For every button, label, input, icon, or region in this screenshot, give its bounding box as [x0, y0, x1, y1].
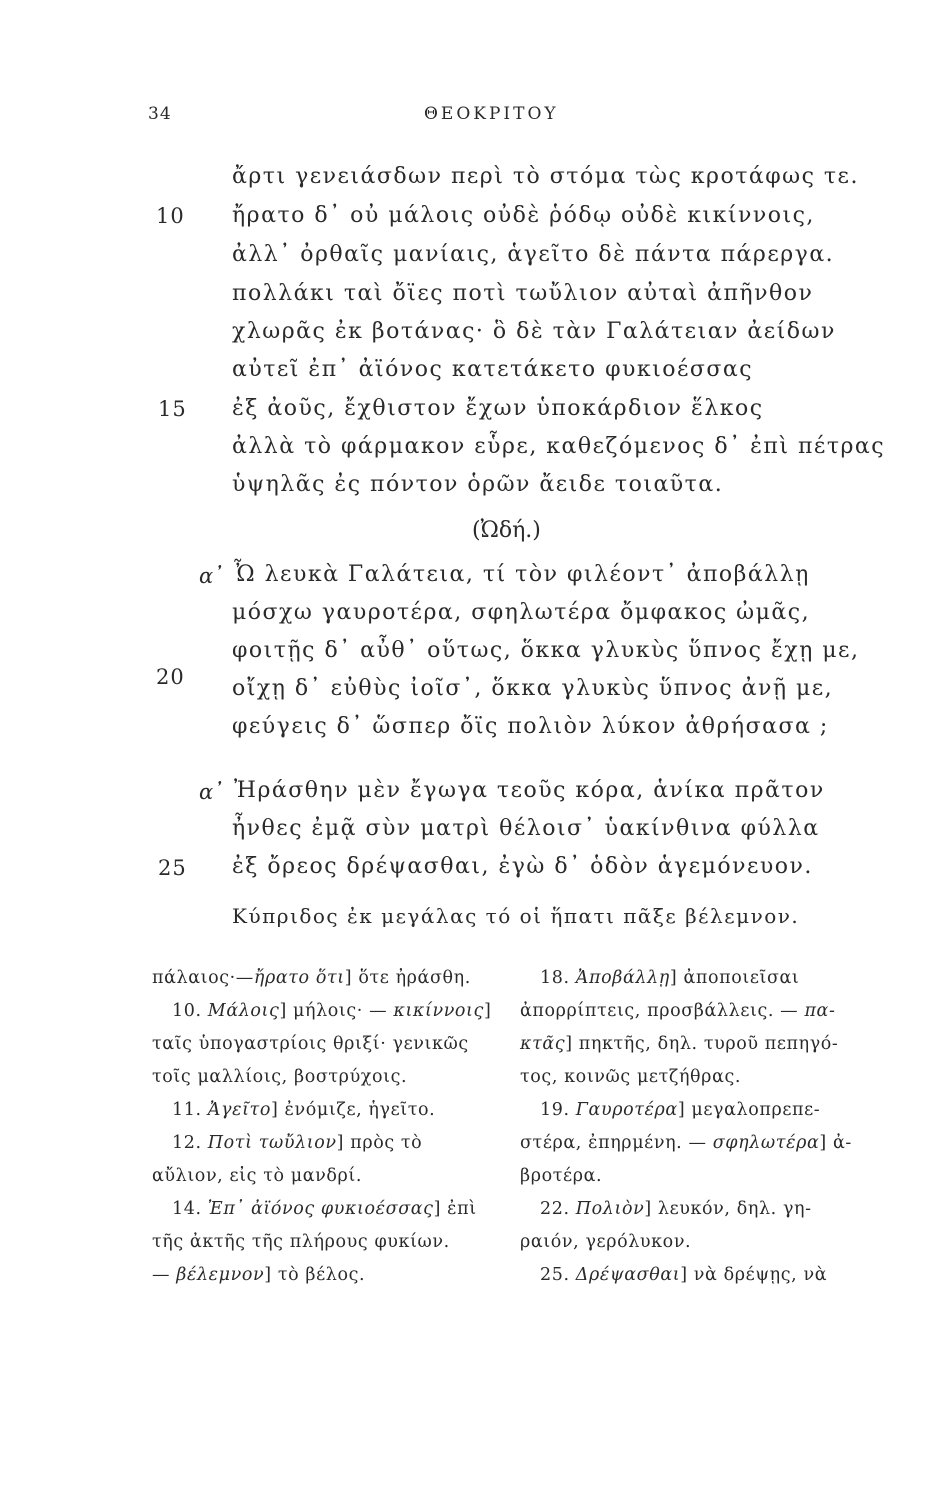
footnote-text: ] λευκόν, δηλ. γη- — [644, 1199, 812, 1219]
verse-line: ἤρατο δ᾽ οὐ μάλοις οὐδὲ ῥόδῳ οὐδὲ κικίννοις, — [232, 203, 815, 228]
footnote-text: 12. — [172, 1133, 208, 1153]
stanza-mark: α᾽ — [199, 780, 224, 804]
footnote-lemma: Πολιὸν — [575, 1199, 645, 1219]
footnote-text: ] πρὸς τὸ — [336, 1133, 423, 1153]
footnote-lemma: κτᾶς — [520, 1034, 566, 1054]
footnote-lemma: Ἐπ᾽ ἀϊόνος φυκιοέσσας — [207, 1199, 434, 1219]
verse-line-last: Κύπριδος ἐκ μεγάλας τό οἱ ἥπατι πᾶξε βέλεμνον. — [232, 904, 800, 928]
footnote-text: ] πηκτῆς, δηλ. τυροῦ πεπηγό- — [565, 1034, 839, 1054]
verse-line: ἀλλὰ τὸ φάρμακον εὗρε, καθεζόμενος δ᾽ ἐπὶ πέτρας — [232, 434, 886, 459]
footnote-text: 25. — [540, 1265, 576, 1285]
footnote-text: στέρα, ἐπηρμένη. — — [520, 1133, 713, 1153]
verse-line: πολλάκι ταὶ ὄϊες ποτὶ τωὔλιον αὐταὶ ἀπῆνθον — [232, 281, 814, 306]
verse-line: ἦνθες ἐμᾷ σὺν ματρὶ θέλοισ᾽ ὑακίνθινα φύλλα — [232, 816, 820, 841]
footnote-lemma: Μάλοις — [207, 1001, 280, 1021]
verse-line: μόσχω γαυροτέρα, σφηλωτέρα ὄμφακος ὠμᾶς, — [232, 600, 811, 625]
footnote-text: 18. — [540, 968, 576, 988]
footnote-lemma: κικίννοις — [393, 1001, 484, 1021]
footnote-text: ] νὰ δρέψῃς, νὰ — [680, 1265, 828, 1285]
footnote-line: τος, κοινῶς μετζήθρας. — [520, 1067, 742, 1087]
footnote-text: 22. — [540, 1199, 576, 1219]
footnote-line: τῆς ἀκτῆς τῆς πλήρους φυκίων. — [152, 1232, 450, 1252]
footnote-text: — — [152, 1265, 177, 1285]
line-number-15: 15 — [158, 397, 187, 421]
footnote-text: 14. — [172, 1199, 208, 1219]
page-number: 34 — [148, 104, 172, 124]
verse-line: ἀλλ᾽ ὀρθαῖς μανίαις, ἁγεῖτο δὲ πάντα πάρεργα. — [232, 242, 835, 267]
line-number-25: 25 — [158, 856, 187, 880]
footnote-text: 11. — [172, 1100, 208, 1120]
footnote-line: αὔλιον, εἰς τὸ μανδρί. — [152, 1166, 363, 1186]
footnote-line — [540, 1199, 812, 1219]
footnote-line: ραιόν, γερόλυκον. — [520, 1232, 692, 1252]
verse-line: ἄρτι γενειάσδων περὶ τὸ στόμα τὼς κροτάφως τε. — [232, 164, 859, 189]
footnote-text: ] μήλοις· — — [279, 1001, 394, 1021]
footnote-line — [152, 1265, 365, 1285]
line-number-20: 20 — [156, 665, 185, 689]
footnote-line — [172, 1199, 477, 1219]
verse-line: αὐτεῖ ἐπ᾽ ἀϊόνος κατετάκετο φυκιοέσσας — [232, 357, 754, 382]
footnote-line — [520, 1001, 835, 1021]
verse-line: ἐξ ἀοῦς, ἔχθιστον ἔχων ὑποκάρδιον ἕλκος — [232, 396, 764, 421]
footnote-line: τοῖς μαλλίοις, βοστρύχοις. — [152, 1067, 408, 1087]
footnote-line — [540, 968, 799, 988]
footnote-text: ] μεγαλοπρεπε- — [677, 1100, 821, 1120]
footnote-text: ] τὸ βέλος. — [264, 1265, 366, 1285]
footnote-line — [540, 1265, 827, 1285]
stanza-mark: α᾽ — [199, 564, 224, 588]
ode-heading: (Ὠδή.) — [472, 518, 541, 543]
footnote-line — [172, 1133, 422, 1153]
footnote-lemma: Ἀποβάλλῃ — [575, 968, 670, 988]
footnote-lemma: βέλεμνον — [176, 1265, 265, 1285]
verse-line: φοιτῇς δ᾽ αὖθ᾽ οὕτως, ὅκκα γλυκὺς ὕπνος ἔχῃ με, — [232, 638, 860, 663]
footnote-lemma: πα- — [804, 1001, 836, 1021]
footnote-lemma: Ποτὶ τωὔλιον — [207, 1133, 337, 1153]
footnote-text: ] ἀ- — [819, 1133, 852, 1153]
verse-line: Ὦ λευκὰ Γαλάτεια, τί τὸν φιλέοντ᾽ ἀποβάλλῃ — [234, 562, 810, 587]
footnote-line — [172, 1001, 510, 1021]
footnote-text: 19. — [540, 1100, 576, 1120]
footnote-text: ] ἐνόμιζε, ἡγεῖτο. — [270, 1100, 436, 1120]
footnote-text: ] ὅτε ἠράσθη. — [344, 968, 471, 988]
footnote-lemma: σφηλωτέρα — [712, 1133, 820, 1153]
footnote-lemma: Γαυροτέρα — [575, 1100, 678, 1120]
footnote-text: ] — [483, 1001, 492, 1021]
footnote-line — [152, 968, 510, 988]
verse-line: οἴχῃ δ᾽ εὐθὺς ἰοῖσ᾽, ὅκκα γλυκὺς ὕπνος ἀνῇ με, — [232, 676, 834, 701]
running-title: ΘΕΟΚΡΙΤΟΥ — [424, 104, 559, 124]
verse-line: φεύγεις δ᾽ ὥσπερ ὄϊς πολιὸν λύκον ἀθρήσασα ; — [232, 714, 829, 739]
footnote-line — [540, 1100, 820, 1120]
verse-line: ἐξ ὄρεος δρέψασθαι, ἐγὼ δ᾽ ὁδὸν ἁγεμόνευον. — [232, 854, 813, 879]
footnote-lemma: Ἀγεῖτο — [207, 1100, 271, 1120]
footnote-line: ταῖς ὑπογαστρίοις θριξί· γενικῶς — [152, 1034, 469, 1054]
verse-line: Ἠράσθην μὲν ἔγωγα τεοῦς κόρα, ἁνίκα πρᾶτον — [234, 778, 825, 803]
footnote-text: 10. — [172, 1001, 208, 1021]
footnote-text: ] ἐπὶ — [433, 1199, 477, 1219]
verse-line: ὑψηλᾶς ἐς πόντον ὁρῶν ἄειδε τοιαῦτα. — [232, 472, 724, 497]
footnote-line: βροτέρα. — [520, 1166, 603, 1186]
verse-line: χλωρᾶς ἐκ βοτάνας· ὃ δὲ τὰν Γαλάτειαν ἀείδων — [232, 319, 836, 344]
footnote-line — [520, 1133, 852, 1153]
line-number-10: 10 — [156, 204, 185, 228]
footnote-lemma: Δρέψασθαι — [575, 1265, 681, 1285]
footnote-text: πάλαιος·— — [152, 968, 254, 988]
footnote-text: ἀπορρίπτεις, προσβάλλεις. — — [520, 1001, 805, 1021]
footnote-lemma: ἤρατο ὅτι — [253, 968, 345, 988]
footnote-text: ] ἀποποιεῖσαι — [669, 968, 800, 988]
footnote-line — [520, 1034, 838, 1054]
footnote-line — [172, 1100, 435, 1120]
